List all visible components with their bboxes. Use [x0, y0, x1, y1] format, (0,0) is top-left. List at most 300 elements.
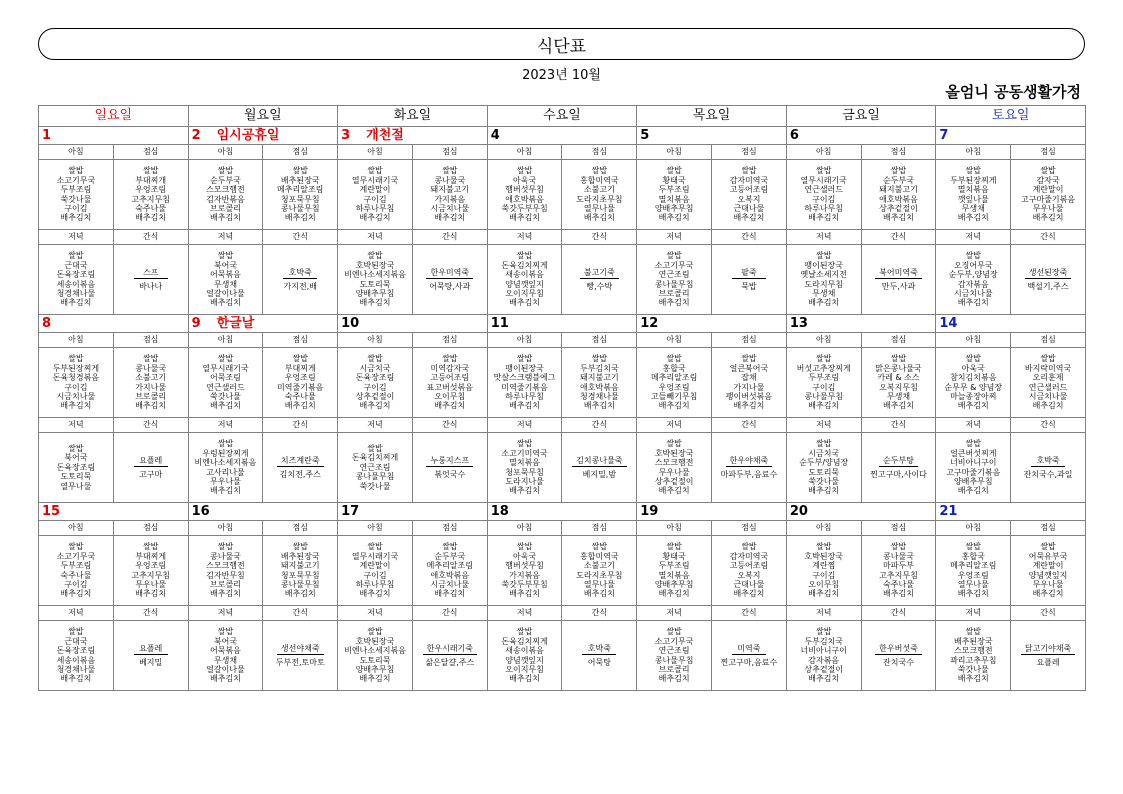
day-number: 5: [640, 127, 650, 143]
snack-label: 간식: [890, 232, 907, 242]
menu-item: 배추김치: [60, 589, 92, 599]
snack-item: [1011, 470, 1085, 479]
menu-item: 두부김치국: [580, 363, 619, 373]
menu-item: 열무나물: [583, 579, 615, 589]
snack-second: 마파두부,음료수: [720, 470, 778, 479]
snack-item: [413, 658, 487, 667]
day-number: 12: [640, 315, 659, 331]
menu-item: 가지볶음: [434, 194, 466, 204]
lunch-cell: [263, 536, 338, 606]
date-cell: [637, 503, 787, 521]
snack-first: 요플레: [134, 456, 168, 467]
menu-item: 배추김치: [658, 486, 690, 496]
menu-item: 쑥갓두부무침: [501, 203, 548, 213]
menu-item: 열무시래기국: [202, 363, 249, 373]
menu-item: 쌀밥: [516, 627, 533, 637]
meal-label: [263, 418, 338, 433]
day-number: 4: [490, 127, 500, 143]
menu-item: 양배추무침: [654, 579, 694, 589]
menu-item: 배추김치: [658, 213, 690, 223]
menu-item: 연근샐러드: [1028, 382, 1068, 392]
menu-item: 소고기미역국: [501, 448, 548, 458]
menu-item: 애호박볶음: [430, 570, 470, 580]
menu-item: 버섯고추장찌게: [796, 363, 851, 373]
breakfast-label: 아침: [666, 523, 682, 533]
menu-item: 얼갈이나물: [206, 664, 245, 674]
menu-item: 열무나물: [60, 481, 92, 491]
menu-item: 쌀밥: [815, 627, 832, 637]
menu-item: 하루나무침: [355, 203, 395, 213]
meal-label: [786, 418, 861, 433]
menu-item: 감자볶음: [957, 279, 989, 289]
menu-item: 팽이버섯볶음: [725, 391, 773, 401]
menu-item: 감자볶음: [808, 655, 840, 665]
meal-label: [39, 333, 114, 348]
menu-item: 돈육장조림: [56, 646, 96, 656]
dinner-label: 저녁: [516, 608, 533, 618]
menu-item: 비엔나소세지볶음: [194, 458, 257, 468]
menu-item: 쌀밥: [367, 166, 383, 176]
menu-item: 오이지무침: [505, 288, 544, 298]
dinner-label: 저녁: [965, 232, 981, 242]
dinner-label: 저녁: [68, 232, 84, 242]
menu-item: 배추김치: [583, 589, 615, 599]
lunch-cell: [113, 348, 188, 418]
snack-item: [263, 470, 337, 479]
menu-item: 배추김치: [658, 674, 690, 684]
snack-first: 누룽지스프: [426, 456, 473, 467]
meal-label: [188, 145, 263, 160]
menu-item: 오리훈제: [1032, 373, 1064, 383]
menu-item: 부대찌게: [284, 363, 316, 373]
meal-label: [637, 418, 712, 433]
breakfast-cell: [786, 160, 861, 230]
snack-second: 찐고구마,사이다: [870, 470, 927, 479]
lunch-cell: [712, 536, 787, 606]
menu-item: 시금치나물: [1028, 391, 1068, 401]
menu-row: [39, 245, 1086, 315]
menu-item: 배추김치: [209, 213, 241, 223]
menu-item: 열무시래기국: [351, 551, 399, 561]
menu-item: 시금치나물: [56, 391, 96, 401]
menu-item: 배추김치: [434, 213, 466, 223]
snack-second: 백설기,주스: [1027, 282, 1069, 291]
menu-item: 쌀밥: [142, 354, 159, 364]
menu-item: 쌀밥: [367, 251, 383, 261]
menu-item: 감자국: [1036, 175, 1060, 185]
snack-second: 가지전,배: [283, 282, 317, 291]
snack-first: 생선된장죽: [1025, 268, 1072, 279]
snack-first: 순두부탕: [879, 456, 918, 467]
menu-item: 열무나물: [957, 579, 989, 589]
menu-item: 쌀밥: [442, 354, 458, 364]
dinner-label: 저녁: [965, 608, 981, 618]
menu-item: 쑥갓나물: [359, 481, 391, 491]
snack-label: 간식: [890, 420, 907, 430]
menu-item: 배추김치: [509, 589, 541, 599]
menu-item: 오복지: [737, 194, 761, 204]
meal-label: [39, 418, 114, 433]
meal-label: [637, 145, 712, 160]
menu-item: 쌀밥: [1040, 354, 1056, 364]
menu-item: 옛날소세지전: [800, 270, 847, 280]
menu-item: 배추김치: [808, 589, 840, 599]
menu-item: 소고기무국: [654, 636, 694, 646]
menu-item: 배추김치: [60, 298, 92, 308]
dinner-label: 저녁: [367, 232, 383, 242]
snack-second: 잔치국수: [883, 658, 914, 667]
menu-item: 계란말이: [359, 185, 391, 195]
lunch-cell: [1011, 160, 1086, 230]
menu-item: 잡채: [741, 373, 757, 383]
menu-item: 구이김: [812, 194, 836, 204]
menu-item: 무생채: [213, 655, 238, 665]
menu-item: 도라지나물: [505, 476, 544, 486]
meal-label-row: [39, 606, 1086, 621]
menu-item: 쌀밥: [68, 251, 84, 261]
menu-item: 배추김치: [658, 298, 690, 308]
lunch-cell: [861, 348, 936, 418]
menu-item: 쌀밥: [217, 439, 234, 449]
menu-item: 카레 & 소스: [877, 373, 920, 383]
day-number: 9: [191, 315, 201, 331]
menu-item: 부대찌게: [135, 551, 167, 561]
snack-item: [413, 282, 487, 291]
menu-item: 배추김치: [808, 674, 840, 684]
menu-item: 배추김치: [135, 213, 167, 223]
menu-item: 호박된장국: [804, 551, 844, 561]
menu-item: 배추김치: [509, 674, 541, 684]
snack-first: 호박죽: [1031, 456, 1065, 467]
date-cell: [39, 503, 189, 521]
meal-label: [338, 606, 413, 621]
menu-item: 도라지초무침: [576, 194, 623, 204]
menu-item: 홍합국: [961, 551, 985, 561]
menu-item: 쌀밥: [516, 354, 533, 364]
menu-item: 쌀밥: [965, 166, 981, 176]
date-cell: [487, 503, 637, 521]
menu-item: 배추김치: [359, 213, 391, 223]
snack-cell: [113, 621, 188, 691]
meal-label: [188, 418, 263, 433]
lunch-label: 점심: [442, 335, 458, 345]
menu-item: 쌀밥: [217, 627, 234, 637]
menu-item: 소고기무국: [56, 175, 96, 185]
snack-first: 스프: [134, 268, 168, 279]
menu-item: 쌀밥: [442, 542, 458, 552]
meal-label: [113, 145, 188, 160]
dinner-cell: [188, 621, 263, 691]
dinner-label: 저녁: [815, 232, 832, 242]
menu-item: 연근조림: [359, 462, 391, 472]
meal-label: [338, 521, 413, 536]
snack-item: [114, 268, 188, 279]
lunch-label: 점심: [142, 147, 159, 157]
menu-item: 배추김치: [583, 401, 615, 411]
menu-item: 맑은콩나물국: [875, 363, 922, 373]
dinner-cell: [338, 433, 413, 503]
snack-item: [1011, 456, 1085, 467]
meal-label: [562, 521, 637, 536]
meal-label-row: [39, 230, 1086, 245]
meal-label: [487, 521, 562, 536]
snack-second: 어묵탕: [587, 658, 611, 667]
menu-item: 양념깻잎지: [505, 655, 544, 665]
snack-label: 간식: [292, 420, 308, 430]
menu-item: 콩나물무침: [280, 203, 320, 213]
menu-item: 참치김치볶음: [950, 373, 997, 383]
lunch-cell: [861, 160, 936, 230]
menu-item: 순무무 & 양념장: [944, 382, 1003, 392]
menu-item: 계란말이: [359, 561, 391, 571]
dinner-cell: [487, 621, 562, 691]
snack-first: 한우버섯죽: [875, 644, 922, 655]
menu-item: 근대나물: [733, 203, 765, 213]
day-number: 6: [789, 127, 799, 143]
menu-item: 콩나물국: [883, 551, 914, 561]
breakfast-label: 아침: [965, 523, 981, 533]
dinner-label: 저녁: [965, 420, 981, 430]
menu-item: 배추김치: [957, 674, 989, 684]
dinner-label: 저녁: [516, 232, 533, 242]
menu-item: 돈육장조림: [56, 270, 96, 280]
menu-item: 배추김치: [509, 298, 541, 308]
weekday-header: [39, 106, 189, 127]
menu-item: 오복지: [737, 570, 761, 580]
menu-item: 무우나물: [135, 579, 167, 589]
breakfast-label: 아침: [217, 147, 234, 157]
snack-cell: [263, 621, 338, 691]
menu-item: 도라지초무침: [576, 570, 623, 580]
menu-item: 배추김치: [434, 401, 466, 411]
lunch-label: 점심: [292, 335, 308, 345]
menu-item: 김자반볶음: [206, 194, 245, 204]
lunch-cell: [113, 536, 188, 606]
meal-label: [712, 521, 787, 536]
menu-item: 배추김치: [135, 589, 167, 599]
dinner-cell: [39, 621, 114, 691]
menu-item: 배추김치: [733, 589, 765, 599]
meal-label: [637, 230, 712, 245]
menu-item: 메추리알조림: [277, 185, 324, 195]
menu-item: 돈육김치찌게: [501, 260, 548, 270]
menu-item: 햄버섯무침: [505, 561, 544, 571]
snack-second: 어묵탕,사과: [429, 282, 471, 291]
menu-item: 쌀밥: [741, 354, 757, 364]
breakfast-label: 아침: [68, 335, 84, 345]
menu-item: 쌀밥: [292, 354, 308, 364]
day-number: 8: [42, 315, 52, 331]
dinner-label: 저녁: [217, 420, 234, 430]
meal-label: [712, 606, 787, 621]
menu-row: [39, 536, 1086, 606]
menu-item: 북어국: [64, 453, 88, 463]
meal-label: [1011, 145, 1086, 160]
snack-first: 한우시래기죽: [423, 644, 477, 655]
menu-item: 새송이볶음: [505, 270, 544, 280]
date-cell: [936, 127, 1086, 145]
breakfast-cell: [39, 348, 114, 418]
lunch-cell: [113, 160, 188, 230]
snack-item: [862, 268, 936, 279]
menu-item: 쌀밥: [890, 166, 907, 176]
lunch-label: 점심: [890, 335, 907, 345]
meal-label: [637, 521, 712, 536]
snack-label: 간식: [1040, 608, 1056, 618]
menu-item: 쌀밥: [666, 354, 682, 364]
date-cell: [338, 127, 488, 145]
day-number: 2: [191, 127, 201, 143]
menu-item: 쌀밥: [367, 627, 383, 637]
meal-label: [487, 145, 562, 160]
menu-item: 마늘종장아찌: [950, 391, 997, 401]
menu-item: 미역줄기볶음: [277, 382, 324, 392]
snack-cell: [1011, 245, 1086, 315]
meal-label: [786, 230, 861, 245]
breakfast-cell: [188, 536, 263, 606]
dinner-cell: [487, 245, 562, 315]
meal-label: [338, 333, 413, 348]
menu-item: 어묵볶음: [209, 270, 241, 280]
menu-item: 오이무침: [434, 391, 466, 401]
holiday-label: 개천절: [366, 127, 404, 143]
menu-item: 배추김치: [883, 589, 914, 599]
menu-item: 양배추무침: [953, 476, 993, 486]
menu-item: 배추김치: [658, 401, 690, 411]
breakfast-cell: [786, 348, 861, 418]
menu-item: 근대국: [64, 636, 88, 646]
menu-item: 양념깻잎지: [505, 279, 544, 289]
lunch-label: 점심: [292, 147, 308, 157]
date-row: [39, 127, 1086, 145]
date-cell: [188, 503, 338, 521]
menu-item: 브로콜리: [209, 579, 241, 589]
menu-item: 돈육장조림: [355, 373, 395, 383]
day-number: 11: [490, 315, 509, 331]
menu-item: 고등어조림: [729, 561, 769, 571]
menu-item: 시금치국: [359, 363, 391, 373]
menu-item: 연근조림: [658, 646, 690, 656]
meal-label: [562, 333, 637, 348]
menu-item: 쌀밥: [142, 542, 159, 552]
menu-item: 팽이된장국: [505, 363, 544, 373]
menu-item: 쌀밥: [815, 354, 832, 364]
menu-item: 얼큰북어국: [729, 363, 769, 373]
menu-item: 고등어조림: [430, 373, 470, 383]
menu-item: 어묵볶음: [209, 646, 241, 656]
snack-item: [712, 470, 786, 479]
menu-item: 너비아니구이: [800, 646, 847, 656]
meal-label: [562, 418, 637, 433]
lunch-label: 점심: [741, 523, 757, 533]
lunch-cell: [412, 536, 487, 606]
meal-label: [712, 230, 787, 245]
date-cell: [487, 127, 637, 145]
snack-cell: [263, 433, 338, 503]
menu-item: 애호박볶음: [580, 382, 619, 392]
dinner-cell: [338, 245, 413, 315]
menu-item: 배추김치: [209, 298, 241, 308]
menu-item: 숙주나물: [60, 570, 92, 580]
menu-item: 쌀밥: [217, 166, 234, 176]
snack-first: 호박죽: [582, 644, 616, 655]
menu-item: 돼지불고기: [879, 185, 918, 195]
menu-item: 쌀밥: [815, 251, 832, 261]
snack-item: [712, 658, 786, 667]
meal-label: [338, 230, 413, 245]
dinner-cell: [39, 433, 114, 503]
snack-item: [862, 644, 936, 655]
dinner-label: 저녁: [666, 608, 682, 618]
meal-label: [263, 145, 338, 160]
day-number: 16: [191, 503, 210, 519]
lunch-label: 점심: [442, 523, 458, 533]
date-row: [39, 503, 1086, 521]
dinner-label: 저녁: [666, 420, 682, 430]
snack-item: [712, 456, 786, 467]
menu-item: 두부조림: [60, 561, 92, 571]
menu-item: 북어국: [213, 260, 238, 270]
menu-item: 쌀밥: [516, 251, 533, 261]
menu-item: 순두부국: [434, 551, 466, 561]
lunch-label: 점심: [741, 147, 757, 157]
menu-item: 구이김: [64, 579, 88, 589]
menu-item: 배추김치: [808, 213, 840, 223]
snack-first: 닭고기야채죽: [1021, 644, 1075, 655]
menu-item: 배추김치: [209, 674, 241, 684]
snack-cell: [1011, 433, 1086, 503]
snack-item: [413, 456, 487, 467]
menu-item: 감자미역국: [729, 175, 769, 185]
meal-label: [936, 606, 1011, 621]
menu-item: 멸치볶음: [658, 194, 690, 204]
snack-first: 미역죽: [732, 644, 766, 655]
breakfast-label: 아침: [217, 335, 234, 345]
lunch-cell: [412, 348, 487, 418]
snack-cell: [712, 433, 787, 503]
snack-first: 한우미역죽: [426, 268, 473, 279]
snack-cell: [412, 433, 487, 503]
meal-label-row: [39, 145, 1086, 160]
meal-label: [861, 333, 936, 348]
meal-label: [861, 145, 936, 160]
menu-item: 쌀밥: [367, 542, 383, 552]
lunch-cell: [263, 348, 338, 418]
menu-item: 애호박볶음: [879, 194, 918, 204]
menu-item: 계란말이: [1032, 561, 1064, 571]
meal-label: [936, 521, 1011, 536]
snack-label: 간식: [442, 608, 458, 618]
day-number: 14: [939, 315, 958, 331]
menu-item: 쌀밥: [741, 166, 757, 176]
menu-item: 무생채: [812, 288, 836, 298]
menu-item: 콩나물무침: [280, 579, 320, 589]
menu-item: 시금치나물: [430, 203, 470, 213]
menu-item: 쌀밥: [217, 251, 234, 261]
day-number: 10: [341, 315, 360, 331]
meal-label: [1011, 606, 1086, 621]
menu-item: 하루나무침: [505, 391, 544, 401]
dinner-label: 저녁: [666, 232, 682, 242]
breakfast-label: 아침: [68, 147, 84, 157]
organization-name: 올엄니 공동생활가정: [945, 83, 1081, 101]
snack-second: 만두,사과: [881, 282, 916, 291]
meal-label: [712, 145, 787, 160]
menu-item: 청포묵무침: [280, 570, 320, 580]
snack-first: 치즈계란죽: [277, 456, 324, 467]
snack-second: 베지밀,밤: [582, 470, 617, 479]
meal-label: [113, 418, 188, 433]
